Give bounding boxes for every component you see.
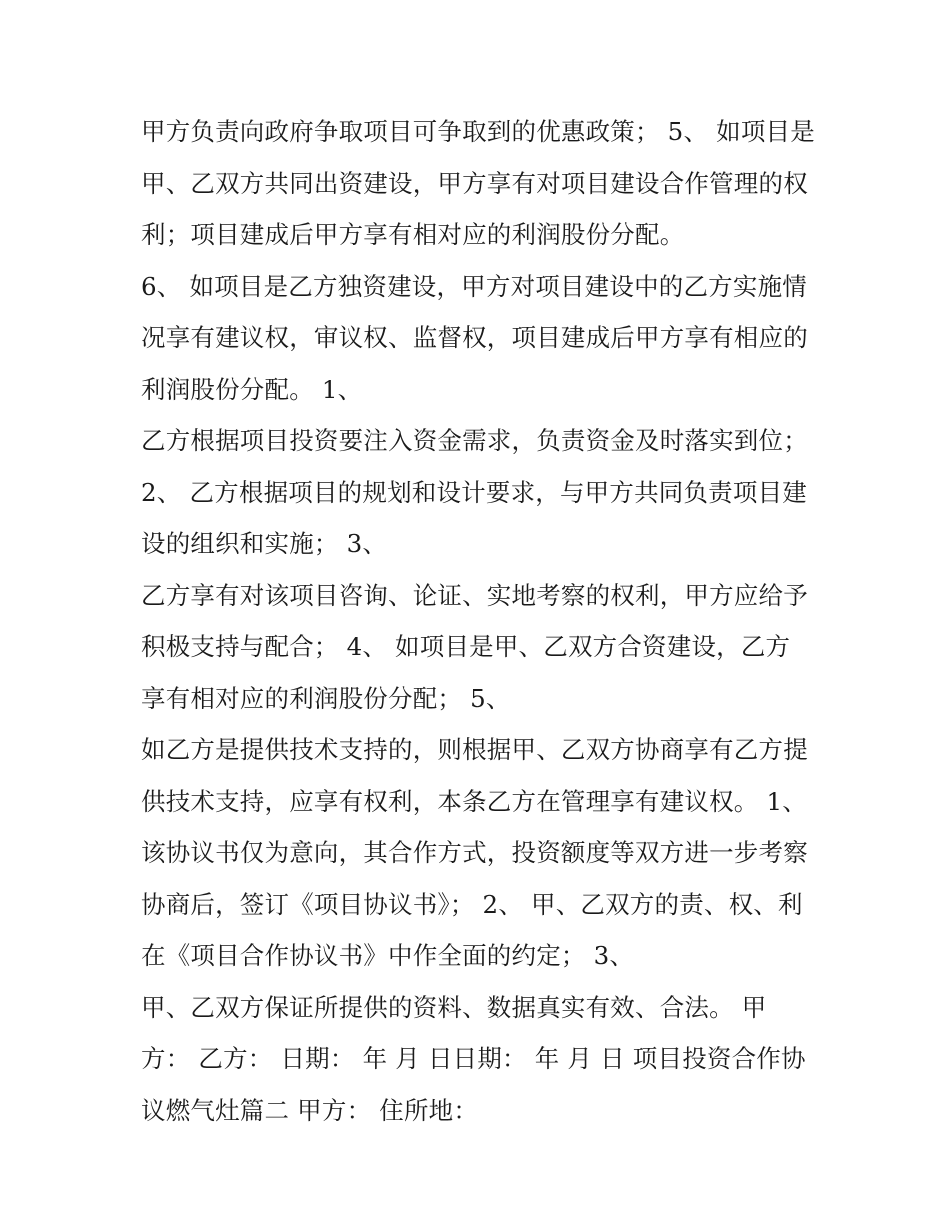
text-line: 乙方根据项目投资要注入资金需求，负责资金及时落实到位； [141, 426, 808, 455]
text-line: 2、 乙方根据项目的规划和设计要求，与甲方共同负责项目建 [141, 477, 807, 507]
text-line: 在《项目合作协议书》中作全面的约定； 3、 [141, 941, 635, 970]
text-line: 协商后，签订《项目协议书》； 2、 甲、乙双方的责、权、利 [141, 889, 803, 919]
text-line: 该协议书仅为意向，其合作方式，投资额度等双方进一步考察 [141, 838, 808, 867]
text-line: 积极支持与配合； 4、 如项目是甲、乙双方合资建设，乙方 [141, 632, 791, 661]
text-line: 设的组织和实施； 3、 [141, 529, 388, 558]
text-line: 况享有建议权，审议权、监督权，项目建成后甲方享有相应的 [141, 323, 808, 352]
text-line: 利；项目建成后甲方享有相对应的利润股份分配。 [141, 220, 685, 249]
text-line: 供技术支持，应享有权利，本条乙方在管理享有建议权。 1、 [141, 786, 807, 816]
text-line: 方： 乙方： 日期： 年 月 日日期： 年 月 日 项目投资合作协 [141, 1044, 806, 1073]
text-line: 享有相对应的利润股份分配； 5、 [141, 683, 511, 713]
document-body [141, 106, 821, 1136]
text-line: 甲、乙双方保证所提供的资料、数据真实有效、合法。 甲 [141, 992, 767, 1022]
text-line: 利润股份分配。 1、 [141, 374, 363, 404]
text-line: 甲、乙双方共同出资建设，甲方享有对项目建设合作管理的权 [141, 168, 808, 198]
text-line: 甲方负责向政府争取项目可争取到的优惠政策； 5、 如项目是 [141, 117, 815, 146]
text-line: 议燃气灶篇二 甲方： 住所地： [141, 1095, 479, 1125]
text-line: 6、 如项目是乙方独资建设，甲方对项目建设中的乙方实施情 [141, 271, 807, 301]
text-line: 如乙方是提供技术支持的，则根据甲、乙双方协商享有乙方提 [141, 735, 808, 764]
text-line: 乙方享有对该项目咨询、论证、实地考察的权利，甲方应给予 [141, 580, 808, 610]
